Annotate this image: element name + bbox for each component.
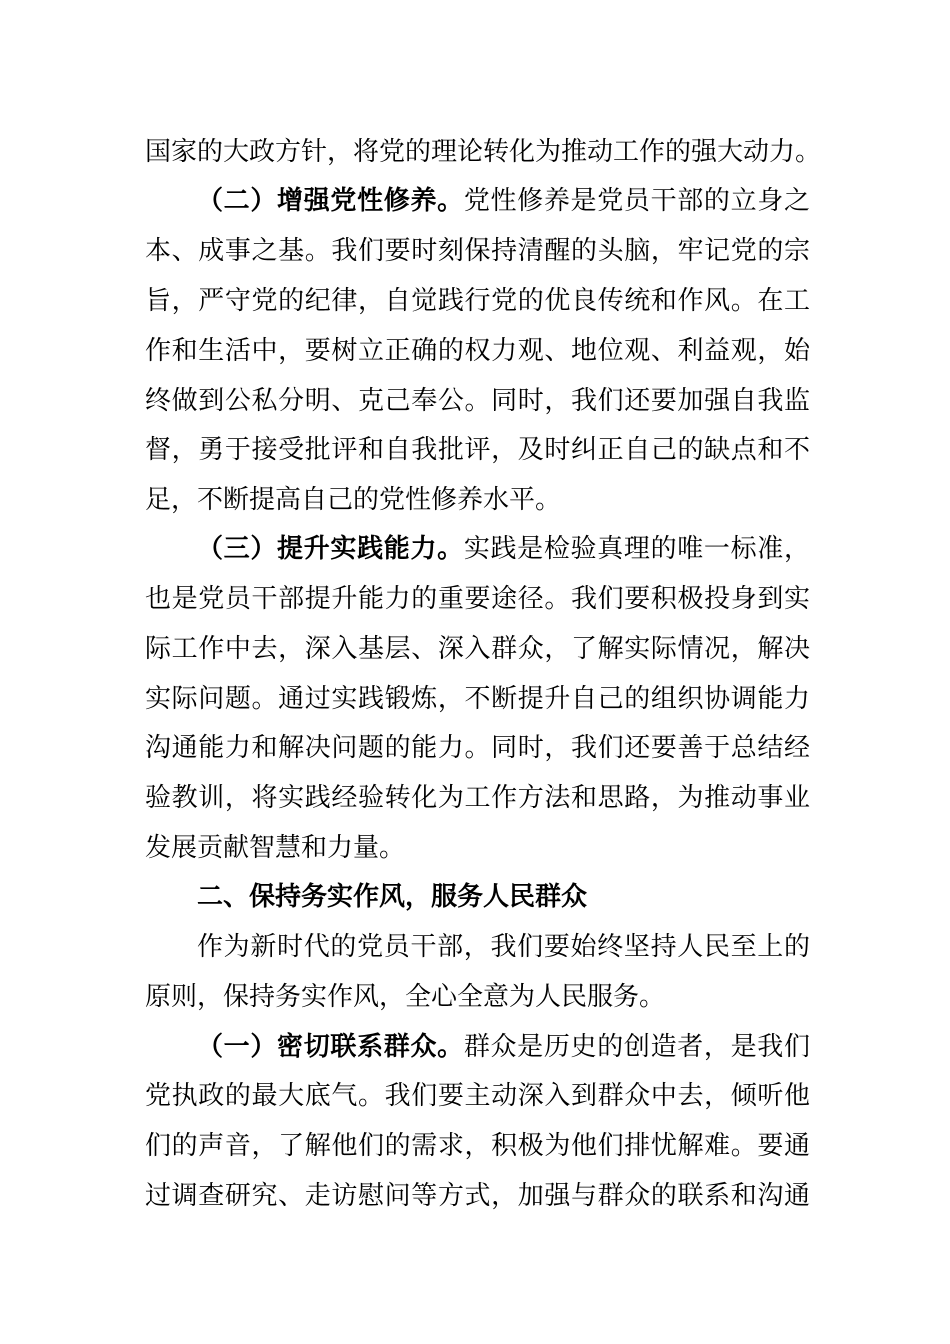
paragraph-line: 原则，保持务实作风，全心全意为人民服务。 xyxy=(145,982,666,1012)
paragraph-line: 也是党员干部提升能力的重要途径。我们要积极投身到实 xyxy=(145,584,810,614)
paragraph-line: 旨，严守党的纪律，自觉践行党的优良传统和作风。在工 xyxy=(145,286,810,316)
paragraph-line xyxy=(145,1030,810,1064)
subheading-label: （三）提升实践能力。 xyxy=(197,534,464,564)
paragraph-line: 作为新时代的党员干部，我们要始终坚持人民至上的 xyxy=(197,932,810,962)
paragraph-line: 们的声音，了解他们的需求，积极为他们排忧解难。要通 xyxy=(145,1131,810,1161)
paragraph-line: 督，勇于接受批评和自我批评，及时纠正自己的缺点和不 xyxy=(145,435,810,465)
paragraph-line: 沟通能力和解决问题的能力。同时，我们还要善于总结经 xyxy=(145,733,810,763)
paragraph-line: 过调查研究、走访慰问等方式，加强与群众的联系和沟通 xyxy=(145,1181,810,1211)
subheading-label: （二）增强党性修养。 xyxy=(197,186,464,216)
paragraph-line: 足，不断提高自己的党性修养水平。 xyxy=(145,485,562,515)
paragraph-line: 发展贡献智慧和力量。 xyxy=(145,833,406,863)
paragraph-line: 实际问题。通过实践锻炼，不断提升自己的组织协调能力 xyxy=(145,684,810,714)
subheading-label: （一）密切联系群众。 xyxy=(197,1032,464,1062)
paragraph-text: 党性修养是党员干部的立身之 xyxy=(463,186,810,216)
paragraph-line xyxy=(145,184,810,218)
paragraph-text: 实践是检验真理的唯一标准， xyxy=(463,534,810,564)
paragraph-text: 群众是历史的创造者，是我们 xyxy=(463,1032,810,1062)
section-heading: 二、保持务实作风，服务人民群众 xyxy=(197,882,588,912)
paragraph-line: 党执政的最大底气。我们要主动深入到群众中去，倾听他 xyxy=(145,1081,810,1111)
paragraph-line: 终做到公私分明、克己奉公。同时，我们还要加强自我监 xyxy=(145,386,810,416)
paragraph-line: 作和生活中，要树立正确的权力观、地位观、利益观，始 xyxy=(145,336,810,366)
paragraph-line: 验教训，将实践经验转化为工作方法和思路，为推动事业 xyxy=(145,783,810,813)
paragraph-line: 际工作中去，深入基层、深入群众，了解实际情况，解决 xyxy=(145,634,810,664)
paragraph-line: 本、成事之基。我们要时刻保持清醒的头脑，牢记党的宗 xyxy=(145,236,810,266)
paragraph-line xyxy=(145,532,810,566)
paragraph-line: 国家的大政方针，将党的理论转化为推动工作的强大动力。 xyxy=(145,137,822,167)
